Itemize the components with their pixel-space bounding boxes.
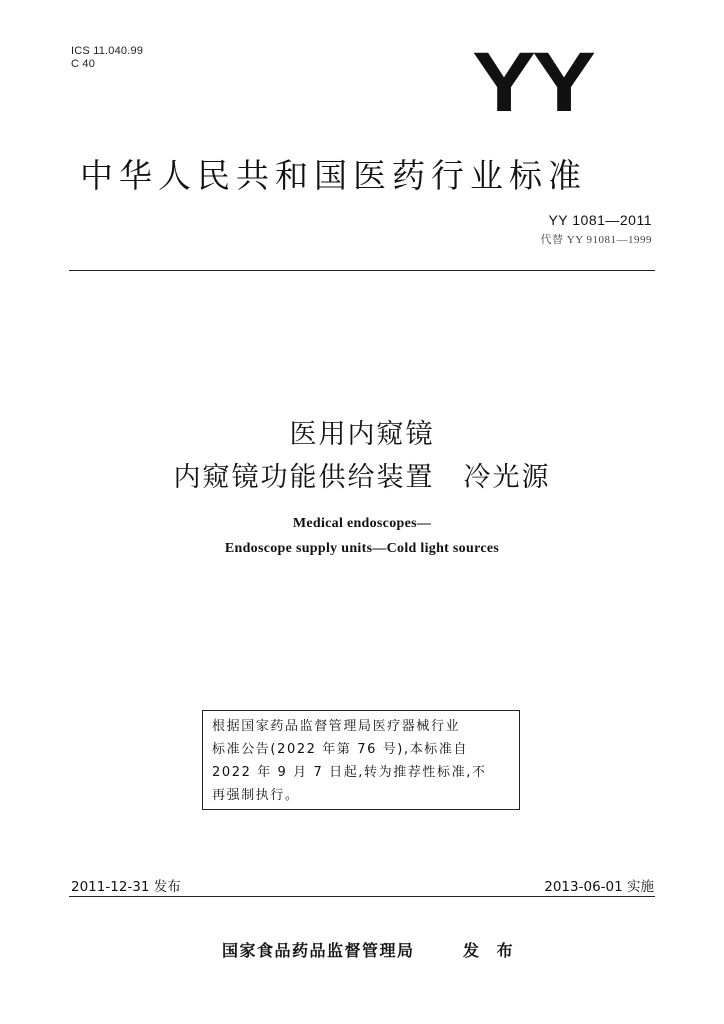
status-notice-box (202, 710, 520, 810)
notice-line: 2022 年 9 月 7 日起,转为推荐性标准,不 (212, 765, 487, 780)
standard-category-title: 中华人民共和国医药行业标准 (80, 156, 587, 195)
standard-number: YY 1081—2011 (548, 212, 652, 228)
replaces-standard: 代替 YY 91081—1999 (540, 234, 652, 246)
notice-line: 再强制执行。 (212, 788, 300, 803)
english-title-line-2: Endoscope supply units—Cold light sources (224, 541, 500, 556)
ics-code: ICS 11.040.99 (71, 45, 144, 57)
yy-logo: YY (472, 35, 593, 130)
chinese-title-line-1: 医用内窥镜 (289, 419, 435, 450)
issue-label: 发 布 (463, 941, 519, 960)
issue-date: 2011-12-31 发布 (71, 879, 181, 895)
issuing-authority: 国家食品药品监督管理局 (222, 941, 415, 960)
ccs-code: C 40 (71, 58, 96, 70)
header-divider (69, 270, 655, 271)
footer-divider (69, 896, 655, 897)
implementation-date: 2013-06-01 实施 (544, 879, 654, 895)
chinese-title-line-2: 内窥镜功能供给装置 冷光源 (173, 462, 551, 493)
english-title-line-1: Medical endoscopes— (292, 516, 432, 531)
notice-line: 根据国家药品监督管理局医疗器械行业 (212, 719, 461, 734)
notice-line: 标准公告(2022 年第 76 号),本标准自 (212, 742, 469, 757)
